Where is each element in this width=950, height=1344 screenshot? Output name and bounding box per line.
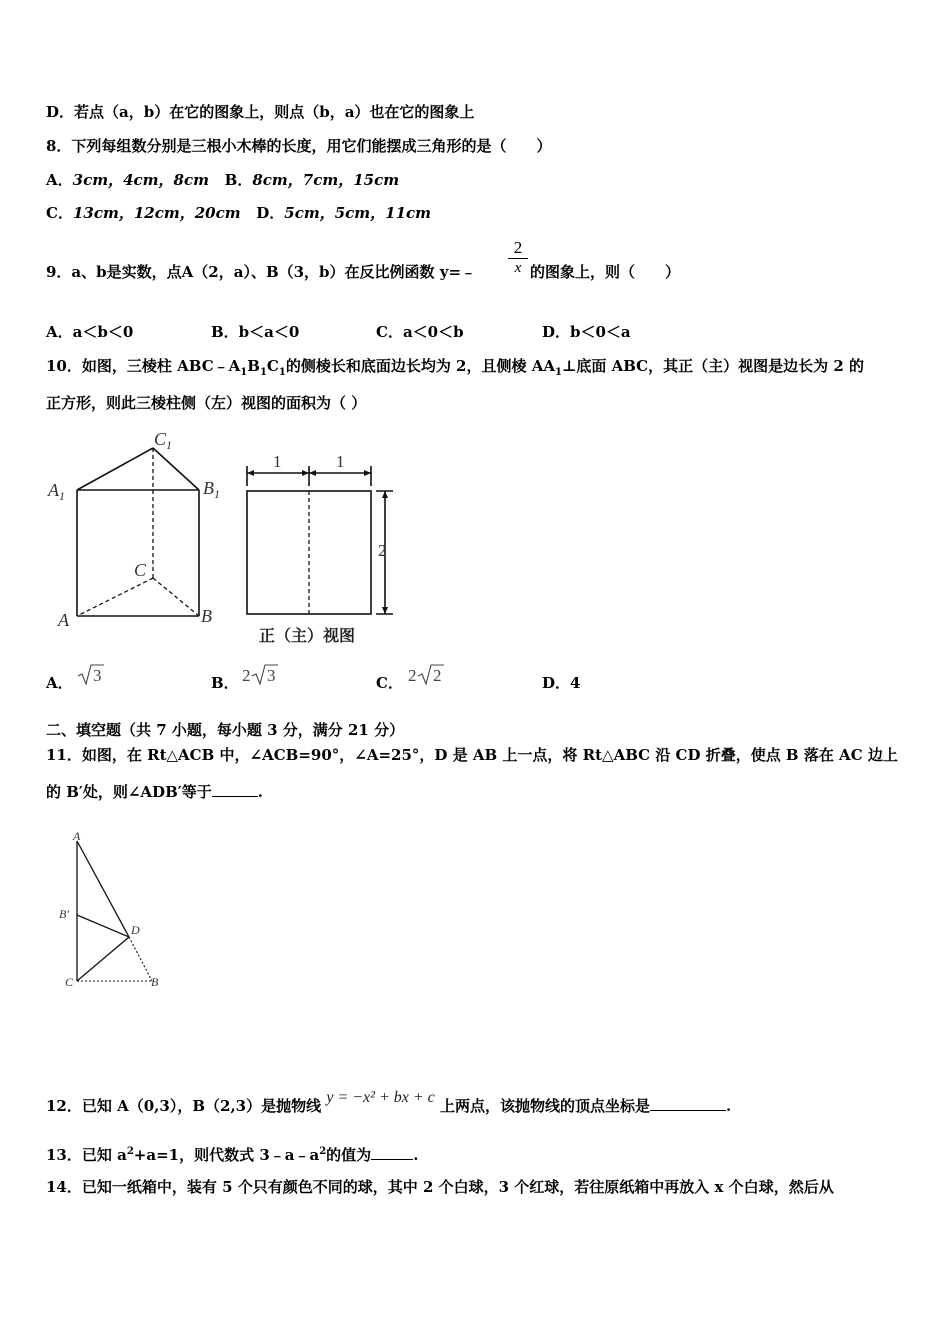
q8-option-d: 5cm，5cm，11cm bbox=[284, 204, 432, 222]
q8-options-row1 bbox=[46, 170, 399, 190]
q11-line2-end: . bbox=[257, 783, 263, 801]
q9-option-b: B．b＜a＜0 bbox=[211, 323, 300, 341]
q8-option-c: 13cm，12cm，20cm bbox=[72, 204, 241, 222]
q8-option-c-label: C． bbox=[46, 204, 73, 222]
dotted-edge-d-b bbox=[129, 937, 152, 981]
edge-c1-b1 bbox=[153, 448, 199, 490]
hidden-edge-c-b bbox=[153, 578, 199, 616]
q10-line1 bbox=[46, 356, 864, 383]
q13-sup2: 2 bbox=[319, 1146, 327, 1157]
label-c: C bbox=[134, 560, 147, 580]
q9-option-d: D．b＜0＜a bbox=[542, 323, 631, 341]
q10-option-d: D．4 bbox=[542, 674, 581, 692]
q9-fraction-numerator: 2 bbox=[513, 238, 523, 257]
q11-line2-text: 的 B′处，则∠ADB′等于 bbox=[46, 783, 212, 801]
q10-line2: 正方形，则此三棱柱侧（左）视图的面积为（ ） bbox=[46, 394, 367, 412]
fig-label-a: A bbox=[73, 829, 81, 843]
q13-answer-blank[interactable] bbox=[371, 1145, 413, 1160]
arrow-right-2 bbox=[364, 470, 371, 476]
front-view-figure bbox=[240, 450, 405, 650]
q9-option-a: A．a＜b＜0 bbox=[46, 323, 134, 341]
q10-option-b-coef: 2 bbox=[242, 666, 251, 685]
fig-label-c: C bbox=[65, 975, 74, 989]
q12-answer-blank[interactable] bbox=[650, 1096, 726, 1111]
edge-a1-c1 bbox=[77, 448, 153, 490]
label-a: A bbox=[58, 610, 69, 630]
prism-figure bbox=[44, 428, 234, 633]
q12-post: 上两点，该抛物线的顶点坐标是 bbox=[439, 1097, 650, 1115]
q8-option-a: 3cm，4cm，8cm bbox=[72, 171, 209, 189]
q8-stem: 8．下列每组数分别是三根小木棒的长度，用它们能摆成三角形的是（ ） bbox=[46, 137, 552, 155]
q10-line1-c: C bbox=[266, 357, 279, 375]
arrow-left-1 bbox=[247, 470, 254, 476]
q12-line bbox=[46, 1089, 732, 1117]
q9-fraction-denominator: x bbox=[508, 258, 528, 277]
q9-stem-after: 的图象上，则（ ） bbox=[530, 263, 681, 281]
q10-sub1: 1 bbox=[240, 367, 248, 378]
q8-options-row2 bbox=[46, 203, 431, 223]
q10-line1-b: B bbox=[247, 357, 260, 375]
q10-option-c-radicand: 2 bbox=[433, 666, 442, 685]
q10-line1-pre: 10．如图，三棱柱 ABC﹣A bbox=[46, 357, 241, 375]
edge-c-d bbox=[77, 937, 129, 981]
q10-line1-end: ⊥底面 ABC，其正（主）视图是边长为 2 的 bbox=[561, 357, 865, 375]
edge-a-d bbox=[77, 841, 129, 937]
q10-option-b-sqrt bbox=[240, 662, 280, 686]
q8-option-d-label: D． bbox=[256, 204, 285, 222]
q9-option-c: C．a＜0＜b bbox=[376, 323, 464, 341]
q10-option-b-label: B． bbox=[211, 674, 239, 692]
q10-sub3: 1 bbox=[278, 367, 286, 378]
q10-option-b-radicand: 3 bbox=[267, 666, 276, 685]
arrow-up bbox=[382, 491, 388, 498]
dim-label-2: 2 bbox=[378, 541, 387, 560]
q13-post: 的值为 bbox=[326, 1146, 372, 1164]
q12-end: . bbox=[725, 1097, 732, 1115]
hidden-edge-c-a bbox=[77, 578, 153, 616]
q10-option-a-label: A． bbox=[46, 674, 73, 692]
fig-label-b: B bbox=[151, 975, 159, 989]
q10-option-a-sqrt bbox=[76, 662, 106, 686]
q13-sup1: 2 bbox=[126, 1146, 134, 1157]
fig-label-d: D bbox=[131, 923, 140, 937]
q8-option-a-label: A． bbox=[46, 171, 73, 189]
q13-line bbox=[46, 1142, 418, 1165]
dim-label-1b: 1 bbox=[336, 452, 345, 471]
q8-option-b-label: B． bbox=[224, 171, 253, 189]
q10-sub4: 1 bbox=[555, 367, 562, 378]
q11-line2 bbox=[46, 782, 263, 802]
arrow-right-1 bbox=[302, 470, 309, 476]
front-view-square bbox=[247, 491, 371, 614]
label-a1: $A_1$ bbox=[48, 480, 65, 503]
q12-formula: y = −x² + bx + c bbox=[326, 1089, 435, 1106]
q14-line1: 14．已知一纸箱中，装有 5 个只有颜色不同的球，其中 2 个白球，3 个红球，若往原纸箱中再放入 x 个白球，然后从 bbox=[46, 1178, 834, 1196]
q13-end: . bbox=[413, 1146, 419, 1164]
q11-answer-blank[interactable] bbox=[212, 782, 258, 797]
q9-fraction bbox=[508, 238, 528, 277]
front-view-caption: 正（主）视图 bbox=[259, 626, 356, 645]
q10-option-c-sqrt bbox=[406, 662, 446, 686]
label-b: B bbox=[201, 606, 212, 626]
q13-mid: +a=1，则代数式 3﹣a﹣a bbox=[133, 1146, 320, 1164]
q8-option-b: 8cm，7cm，15cm bbox=[252, 171, 400, 189]
arrow-left-2 bbox=[309, 470, 316, 476]
q10-option-c-label: C． bbox=[376, 674, 403, 692]
fig-label-bprime: B′ bbox=[59, 907, 69, 921]
q11-line1: 11．如图，在 Rt△ACB 中，∠ACB=90°，∠A=25°，D 是 AB 上一点，将 Rt△ABC 沿 CD 折叠，使点 B 落在 AC 边上 bbox=[46, 746, 898, 764]
q10-sub2: 1 bbox=[259, 367, 267, 378]
edge-bp-d bbox=[77, 915, 129, 937]
q10-line1-mid: 的侧棱长和底面边长均为 2，且侧棱 AA bbox=[285, 357, 555, 375]
label-b1: $B_1$ bbox=[203, 478, 220, 501]
q10-option-c-coef: 2 bbox=[408, 666, 417, 685]
triangle-fold-figure bbox=[55, 828, 175, 998]
arrow-down bbox=[382, 607, 388, 614]
label-c1: $C_1$ bbox=[154, 429, 173, 452]
q13-pre: 13．已知 a bbox=[46, 1146, 127, 1164]
q7-option-d: D．若点（a，b）在它的图象上，则点（b，a）也在它的图象上 bbox=[46, 103, 475, 121]
q10-option-a-radicand: 3 bbox=[93, 666, 102, 685]
dim-label-1a: 1 bbox=[273, 452, 282, 471]
q9-stem-before: 9．a、b是实数，点A（2，a）、B（3，b）在反比例函数 y=﹣ bbox=[46, 263, 477, 281]
section-2-title: 二、填空题（共 7 小题，每小题 3 分，满分 21 分） bbox=[46, 721, 405, 739]
q12-pre: 12．已知 A（0,3），B（2,3）是抛物线 bbox=[46, 1097, 322, 1115]
